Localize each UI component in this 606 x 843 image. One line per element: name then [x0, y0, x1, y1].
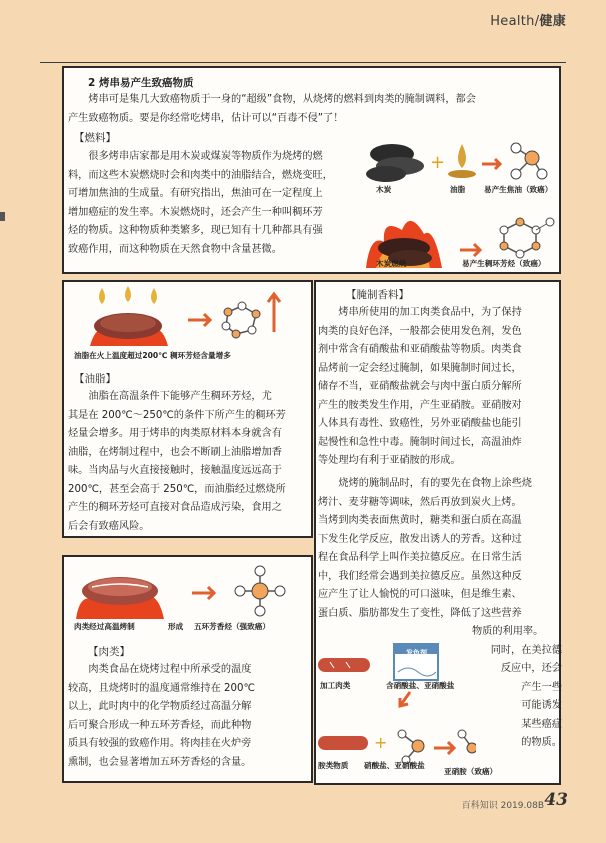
text-line: 蛋白质、脂肪都发生了变性，降低了这些营养	[318, 607, 522, 619]
text-line: 可增加焦油的生成量。有研究指出，焦油可在一定程度上	[68, 188, 323, 199]
meat-illustration	[74, 561, 304, 621]
intro-line-1: 烤串可是集几大致癌物质于一身的“超级”食物，从烧烤的燃料到肉类的腌制调料，都会	[88, 94, 476, 105]
header-cn: 健康	[539, 14, 566, 29]
label-salts: 含硝酸盐、亚硝酸盐	[386, 681, 455, 690]
text-line: 储存不当，亚硝酸盐就会与肉中蛋白质分解所	[318, 381, 522, 392]
text-line: 应产生了让人愉悦的可口滋味，但是维生素、	[318, 589, 522, 600]
header-en: Health/	[490, 14, 540, 29]
text-line: 后会有致癌风险。	[68, 520, 150, 532]
svg-text:+: +	[374, 733, 388, 752]
molecule-icon-4	[235, 566, 285, 616]
header-rule	[40, 62, 566, 63]
text-line: 油脂，在烤制过程中，也会不断刷上油脂增加香	[68, 446, 282, 458]
meat-caption-c: 五环芳香烃（强致癌）	[194, 622, 270, 631]
plus-icon	[430, 152, 445, 173]
label-pah: 易产生稠环芳烃（致癌）	[462, 259, 546, 268]
text-line: 的物质。	[521, 737, 562, 748]
molecule-icon	[511, 143, 547, 179]
molecule-icon-2	[500, 218, 554, 258]
page-number: 43	[544, 790, 568, 810]
text-line: 味。当肉品与火直接接触时，接触温度远远高于	[68, 465, 282, 476]
text-line: 当烤到肉类表面焦黄时，糖类和蛋白质在高温	[318, 515, 522, 526]
label-tar: 易产生焦油（致癌）	[484, 185, 553, 194]
oil-caption: 油脂在火上温度超过200℃ 稠环芳烃含量增多	[74, 351, 231, 360]
arrow-icon-4	[192, 587, 214, 599]
molecule-icon-5	[398, 730, 424, 764]
text-line: 料，而这些木炭燃烧时会和肉类中的油脂结合，燃烧变旺，	[68, 169, 333, 181]
text-line: 程在食品科学上叫作美拉德反应。在日常生活	[318, 552, 522, 563]
meat-on-fire-icon	[90, 313, 168, 346]
text-line: 质具有较强的致癌作用。将肉挂在火炉旁	[68, 738, 252, 749]
edge-mark	[0, 212, 5, 221]
arrow-icon-2	[460, 244, 480, 256]
fuel-section	[62, 66, 561, 274]
meat-title: 【肉类】	[88, 646, 130, 658]
text-line: 人体具有毒性、致癌性，另外亚硝酸盐也能引	[318, 418, 522, 429]
arrow-icon-5	[400, 692, 410, 706]
text-line: 致癌作用，而这种物质在天然食物中含量甚微。	[68, 243, 282, 255]
text-line: 以上，此时肉中的化学物质经过高温分解	[68, 701, 252, 712]
text-line: 产生一些	[521, 681, 562, 693]
molecule-icon-6	[458, 730, 476, 753]
meat-caption-a: 肉类经过高温烤制	[74, 622, 135, 631]
arrow-icon-6	[434, 742, 454, 754]
svg-text:+: +	[430, 152, 446, 173]
label-processed-meat: 加工肉类	[320, 681, 351, 690]
text-line: 烃量会增多。用于烤串的肉类原材料本身就含有	[68, 428, 282, 439]
text-line: 反应中，还会	[500, 663, 562, 674]
fuel-text	[68, 148, 360, 259]
text-line: 后可聚合形成一种五环芳香烃，而此种物	[68, 719, 252, 731]
text-line: 等处理均有利于亚硝胺的形成。	[318, 455, 461, 466]
text-line: 下发生化学反应，散发出诱人的芳香。这种过	[318, 533, 522, 545]
text-line: 较高，且烧烤时的温度通常维持在 200℃	[68, 682, 255, 694]
text-line: 增加癌症的发生率。木炭燃烧时，还会产生一种叫稠环芳	[68, 206, 323, 218]
marinade-title: 【腌制香料】	[346, 289, 409, 301]
oil-title: 【油脂】	[74, 373, 116, 385]
text-line: 肉类的良好色泽，一般都会使用发色剂，发色	[318, 325, 522, 337]
text-line: 很多烤串店家都是用木炭或煤炭等物质作为烧烤的燃	[88, 151, 323, 162]
up-arrow-icon	[268, 294, 280, 332]
text-line: 品烤前一定会经过腌制，如果腌制时间过长，	[318, 362, 522, 374]
footer-text: 百科知识 2019.08B	[461, 801, 544, 811]
intro-line-2: 产生致癌物质。要是你经常吃烤串，估计可以“百毒不侵”了！	[68, 112, 344, 124]
sausage-icon	[318, 658, 370, 672]
oil-drops-icon	[99, 286, 157, 304]
oil-text	[68, 388, 311, 536]
sausage-icon-2	[318, 736, 368, 750]
label-amines: 胺类物质	[318, 761, 349, 770]
marinade-para-1	[318, 304, 559, 471]
text-line: 油脂在高温条件下能够产生稠环芳烃，尤	[88, 391, 272, 402]
text-line: 剂中常含有硝酸盐和亚硝酸盐等物质。肉类食	[318, 344, 522, 355]
label-colorant: 发色剂	[406, 649, 427, 657]
section-heading: 2 烤串易产生致癌物质	[88, 77, 194, 89]
molecule-icon-3	[222, 302, 260, 338]
text-line: 熏制，也会显著增加五环芳香烃的含量。	[68, 756, 252, 768]
label-burn: 木炭燃烧	[376, 259, 407, 268]
arrow-icon	[482, 159, 500, 169]
marinade-para-2-tail	[472, 623, 562, 753]
marinade-section	[314, 280, 561, 785]
label-oil: 油脂	[450, 185, 466, 194]
oil-section	[62, 280, 313, 538]
text-line: 同时，在美拉德	[490, 644, 562, 656]
charcoal-icon	[366, 144, 424, 182]
label-nitrosamine: 亚硝胺（致癌）	[444, 767, 498, 776]
text-line: 烤汁、麦芽糖等调味，然后再放到炭火上烤。	[318, 496, 522, 508]
oil-drop-icon	[448, 144, 476, 178]
text-line: 起慢性和急性中毒。腌制时间过长，高温油炸	[318, 436, 522, 448]
text-line: 中，我们经常会遇到美拉德反应。虽然这种反	[318, 570, 522, 582]
text-line: 200℃，甚至会高于 250℃，而油脂经过燃烧所	[68, 483, 286, 495]
text-line: 产生的稠环芳烃可直接对食品造成污染，食用之	[68, 502, 282, 513]
text-line: 肉类食品在烧烤过程中所承受的温度	[88, 664, 252, 675]
meat-section	[62, 555, 313, 783]
text-line: 物质的利用率。	[472, 626, 544, 637]
fuel-illustration	[364, 130, 560, 272]
arrow-icon-3	[188, 314, 210, 326]
meat-caption-b: 形成	[168, 622, 184, 631]
meat-text	[68, 661, 311, 772]
text-line: 烃的物质。这种物质种类繁多，现已知有十几种都具有强	[68, 225, 323, 236]
text-line: 烤串所使用的加工肉类食品中，为了保持	[338, 307, 522, 318]
label-nitrite: 硝酸盐、亚硝酸盐	[364, 761, 425, 770]
marinade-para-2	[318, 475, 559, 623]
grilled-meat-icon	[76, 577, 164, 619]
page-header	[490, 10, 566, 29]
plus-icon-2	[374, 733, 387, 752]
text-line: 其是在 200℃～250℃的条件下所产生的稠环芳	[68, 409, 286, 421]
text-line: 某些癌症	[521, 718, 562, 730]
fuel-title: 【燃料】	[74, 132, 116, 144]
text-line: 烧烤的腌制品时，有的要先在食物上涂些烧	[338, 478, 532, 489]
label-charcoal: 木炭	[376, 185, 392, 194]
oil-illustration	[88, 286, 288, 348]
text-line: 产生的胺类发生作用，产生亚硝胺。亚硝胺对	[318, 399, 522, 411]
text-line: 可能诱发	[521, 700, 562, 711]
